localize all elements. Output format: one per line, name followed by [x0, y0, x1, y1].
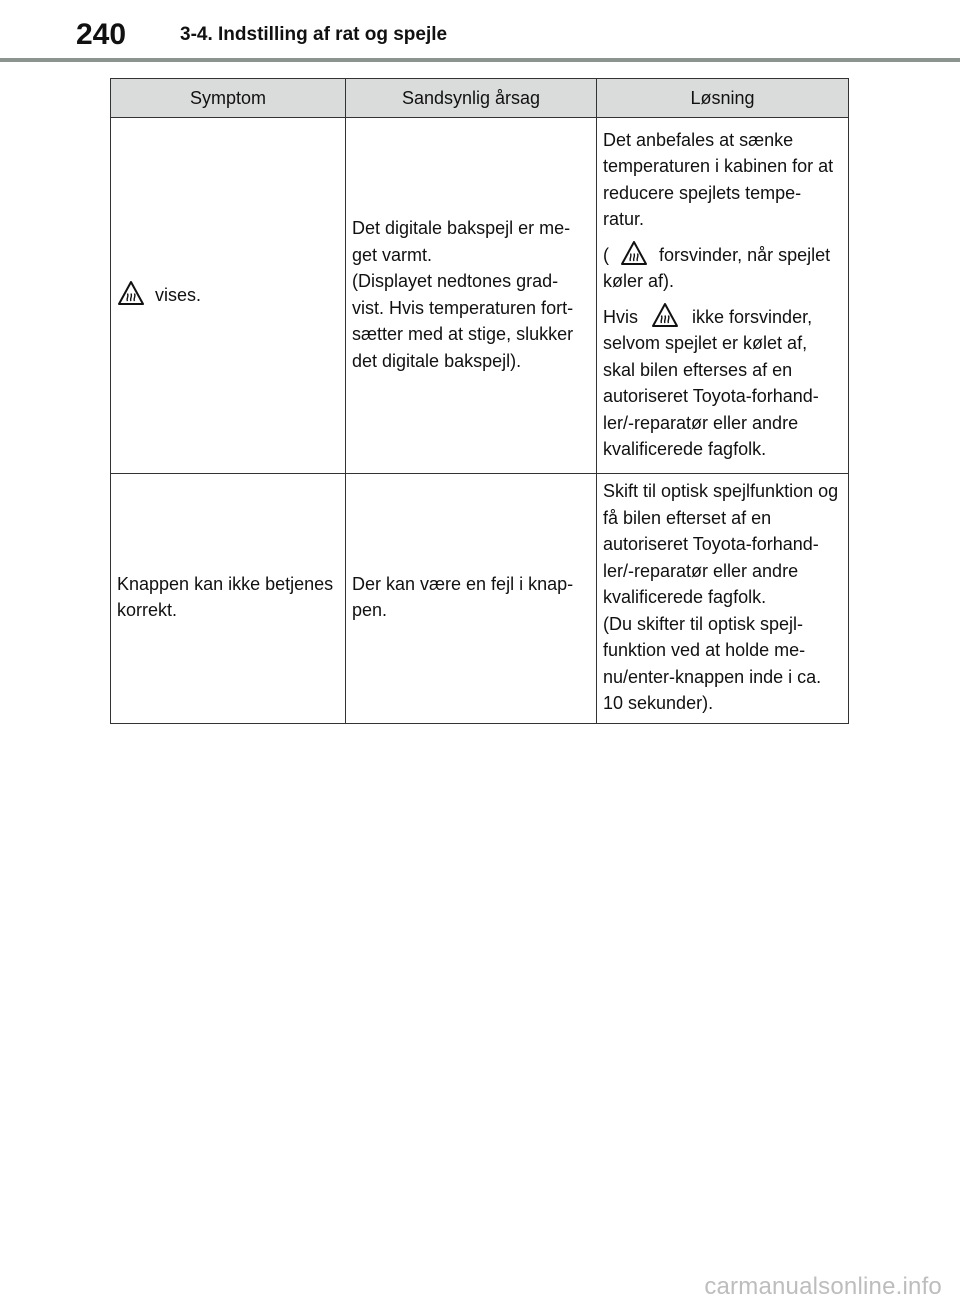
cause-cell: Det digitale bakspejl er me-get varmt. (Displayet nedtones grad-vist. Hvis temperaturen fort-sætter med at stige, slukker det digitale bakspejl). [346, 118, 597, 474]
section-title: 3-4. Indstilling af rat og spejle [180, 24, 448, 45]
header-divider [0, 58, 960, 62]
solution-paragraph [603, 240, 842, 295]
column-header-cause: Sandsynlig årsag [346, 79, 597, 118]
solution-text: forsvinder, når spejlet køler af). [603, 244, 831, 291]
mirror-overheat-warning-icon [620, 240, 648, 266]
cause-cell: Der kan være en fejl i knap-pen. [346, 474, 597, 724]
column-header-solution: Løsning [597, 79, 849, 118]
table-header-row [111, 79, 849, 118]
solution-cell [597, 118, 849, 474]
table-row [111, 118, 849, 474]
table-row [111, 474, 849, 724]
mirror-overheat-warning-icon [117, 280, 145, 306]
solution-text: ( [603, 244, 609, 265]
column-header-symptom: Symptom [111, 79, 346, 118]
symptom-cell [111, 118, 346, 474]
page-number: 240 [76, 18, 127, 51]
solution-paragraph [603, 302, 842, 463]
page-header [0, 0, 960, 62]
mirror-overheat-warning-icon [651, 302, 679, 328]
solution-text: Hvis [603, 306, 638, 327]
solution-cell: Skift til optisk spejlfunktion og få bilen efterset af en autoriseret Toyota-forhand-ler/-reparatør eller andre kvalificerede fagfolk. (Du skifter til optisk spejl-funktion ved at holde me-nu/enter-knappen inde i ca. 10 sekunder). [597, 474, 849, 724]
solution-paragraph: Det anbefales at sænke temperaturen i kabinen for at reducere spejlets tempe-ratur. [603, 129, 834, 229]
symptom-text: vises. [155, 285, 202, 306]
symptom-cell: Knappen kan ikke betjenes korrekt. [111, 474, 346, 724]
troubleshooting-table [110, 78, 849, 724]
solution-text: ikke forsvinder, selvom spejlet er kølet af, skal bilen efterses af en autoriseret Toyota-forhand-ler/-reparatør eller andre kvalificerede fagfolk. [603, 306, 819, 459]
watermark: carmanualsonline.info [704, 1273, 942, 1300]
